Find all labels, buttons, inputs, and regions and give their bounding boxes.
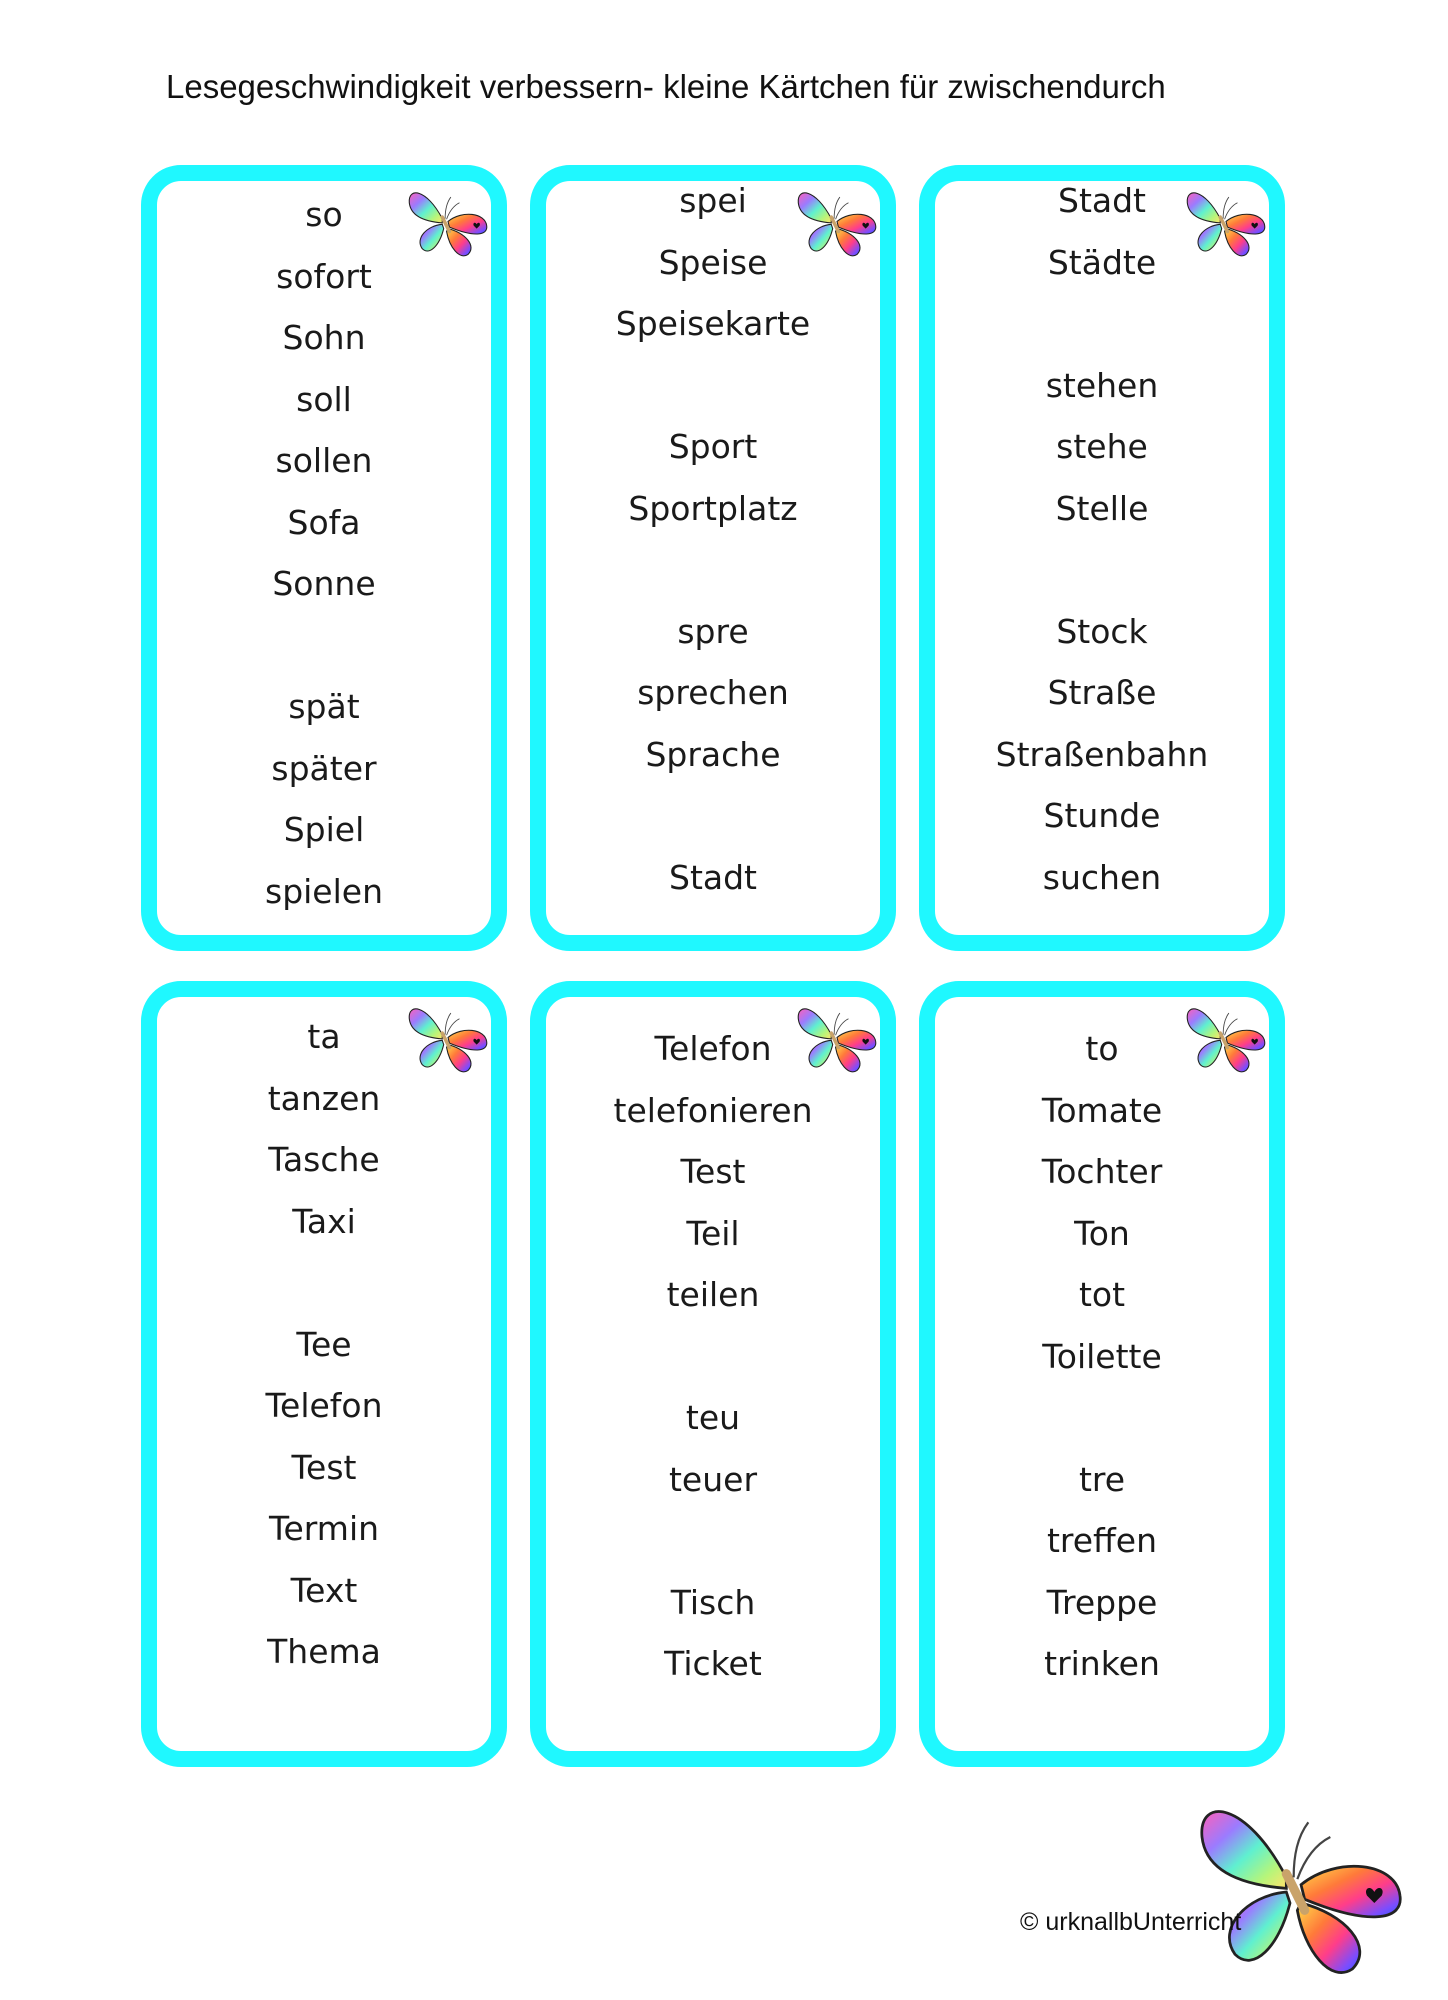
word-item: Telefon [654, 1029, 772, 1068]
word-item: Tee [296, 1324, 352, 1364]
word-item: Sportplatz [628, 488, 798, 528]
word-item: suchen [1042, 857, 1162, 897]
word-item: tanzen [267, 1078, 381, 1118]
word-item: stehe [1056, 427, 1148, 466]
word-item: teilen [666, 1275, 760, 1314]
word-item: to [1085, 1029, 1119, 1068]
word-item: Sport [668, 427, 758, 466]
word-item: Straßenbahn [995, 734, 1209, 774]
page-title: Lesegeschwindigkeit verbessern- kleine Kärtchen für zwischendurch [166, 68, 1166, 105]
word-item: soll [296, 379, 352, 419]
word-item: Sofa [287, 502, 361, 542]
word-item: Taxi [292, 1201, 356, 1241]
word-item: Speise [658, 242, 768, 282]
word-item: Treppe [1046, 1582, 1158, 1622]
word-item: tot [1078, 1275, 1126, 1314]
word-item: Termin [268, 1509, 380, 1548]
word-item: Ticket [664, 1644, 762, 1683]
word-card [530, 981, 896, 1767]
word-item: spät [288, 687, 360, 726]
word-item: Sonne [272, 564, 376, 603]
word-item: Spiel [283, 810, 365, 849]
word-item: Text [290, 1570, 358, 1610]
word-item: Telefon [265, 1386, 383, 1425]
word-item: Test [291, 1447, 357, 1487]
word-item: Straße [1047, 673, 1157, 712]
word-card [141, 165, 507, 951]
word-item: teuer [668, 1459, 758, 1499]
word-item: telefonieren [613, 1090, 813, 1130]
word-item: Speisekarte [615, 304, 811, 343]
word-item: Stadt [1058, 181, 1146, 220]
word-item: trinken [1044, 1644, 1160, 1683]
word-item: Tochter [1041, 1152, 1163, 1191]
word-item: sofort [276, 256, 372, 296]
word-item: Stadt [669, 857, 757, 897]
word-item: Thema [267, 1632, 381, 1671]
word-item: Tisch [670, 1582, 756, 1622]
word-card [530, 165, 896, 951]
word-item: Toilette [1042, 1336, 1162, 1376]
word-item: sollen [275, 441, 373, 480]
word-item: spei [679, 181, 747, 220]
word-item: Sprache [645, 734, 781, 774]
word-item: Sohn [282, 318, 366, 357]
word-item: spre [677, 611, 749, 651]
word-item: Tasche [268, 1140, 380, 1179]
word-item: Ton [1074, 1213, 1130, 1253]
word-item: teu [685, 1398, 741, 1437]
word-item: Städte [1047, 242, 1157, 282]
word-item: Tomate [1041, 1090, 1163, 1130]
copyright-credit: © urknallbUnterricht [1020, 1908, 1242, 1936]
word-item: Stelle [1055, 488, 1149, 528]
word-item: Stock [1056, 611, 1148, 651]
word-card [919, 981, 1285, 1767]
word-card [141, 981, 507, 1767]
word-item: Stunde [1043, 796, 1161, 835]
word-item: stehen [1045, 365, 1159, 405]
word-item: Test [680, 1152, 746, 1191]
word-item: so [305, 195, 343, 234]
word-item: tre [1078, 1459, 1126, 1499]
word-item: sprechen [637, 673, 789, 712]
word-item: spielen [265, 871, 383, 911]
butterfly-logo-icon [1186, 1782, 1416, 1980]
word-card [919, 165, 1285, 951]
word-item: ta [307, 1017, 341, 1056]
word-item: treffen [1046, 1521, 1158, 1560]
word-item: Teil [686, 1213, 740, 1253]
word-item: später [271, 748, 377, 788]
